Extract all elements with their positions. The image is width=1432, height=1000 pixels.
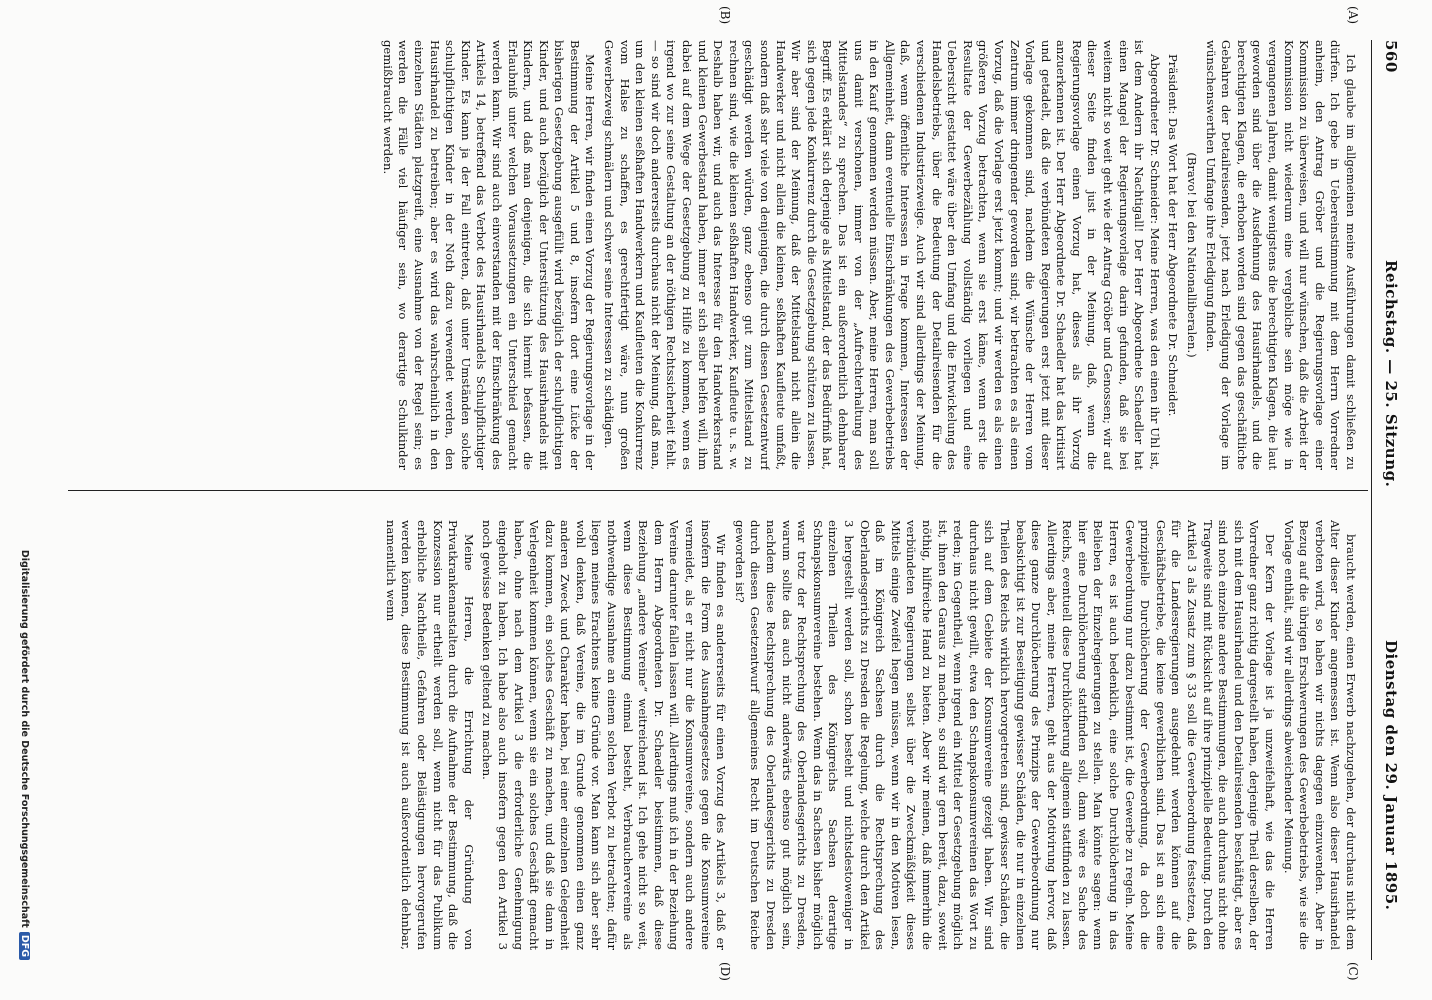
paragraph: Meine Herren, die Errichtung der Gründung von Privatkrankenanstalten durch die Aufnahme der Bestimmung, daß die Konzession nur ertheilt werden soll, wenn nicht für das Publikum erhebliche Nachtheile, Gefahren oder Belästigungen hervorgerufen werden können, diese Bestimmung ist auch außerordentlich dehnbar, namentlich wenn bbox=[383, 520, 476, 950]
paragraph: Präsident: Das Wort hat der Herr Abgeordnete Dr. Schneider. bbox=[1166, 54, 1181, 417]
paragraph: Meine Herren, wir finden einen Vorzug der Regierungsvorlage in der Bestimmung der Artikel 5 und 8, insofern dort eine Lücke der bisherigen Gesetzgebung ausgefüllt wird bezüglich der schulpflichtigen Kinder, und auch bezüglich der Unterstützung des Hausirhandels mit Kindern, und daß man denjenigen, die sich hiermit befassen, die Erlaubniß unter welchen Voraussetzungen ein Unterschied gemacht werden kann. Wir sind auch einverstanden mit der Einschränkung des Artikels 14, betreffend das Verbot des Hausirhandels Schulpflichtiger Kinder. Es kann ja der Fall eintreten, daß unter Umständen solche schulpflichtigen Kinder in der Noth dazu verwendet werden, den Hausirhandel zu betreiben; aber es wird das wahrscheinlich in den einzelnen Städten platzgreift, eine Ausnahme von der Regel sein; es werden die Fälle viel häufiger sein, wo derartige Schulkinder gemißbraucht werden. bbox=[380, 40, 598, 470]
dfg-logo: DFG bbox=[19, 932, 30, 960]
left-text-column bbox=[68, 40, 1358, 470]
paragraph: Ich glaube im allgemeinen meine Ausführungen damit schließen zu dürfen. Ich gebe in Uebereinstimmung mit dem Herrn Vorredner anheim, den Antrag Gröber und die Regierungsvorlage einer Kommission zu überweisen, und will nur wünschen, daß die Arbeit der Kommission nicht wiederum eine vergebliche sein möge wie in vergangenen Jahren, damit wenigstens die berechtigten Klagen, die laut geworden sind über die Ausdehnung des Hausirhandels, und die berechtigten Klagen, die erhoben worden sind gegen das geschäftliche Gebahren der Detailreisenden, jetzt nach Erledigung der Vorlage im wünschenswerthen Umfange ihre Erledigung finden. bbox=[1203, 40, 1358, 470]
page-header bbox=[1376, 40, 1400, 960]
session-date: Dienstag den 29. Januar 1895. bbox=[1382, 640, 1400, 911]
marker-c: (C) bbox=[1346, 962, 1360, 981]
digitization-credit bbox=[19, 40, 30, 960]
paragraph: Wir finden es andererseits für einen Vorzug des Artikels 3, daß er insofern die Form des Ausnahmegesetzes gegen die Konsumvereine vermeidet, als er nicht nur die Konsumvereine, sondern auch andere Vereine darunter fallen lassen will. Allerdings muß ich in der Beziehung dem Herrn Abgeordneten Dr. Schaedler beistimmen, daß diese Beziehung „andere Vereine“ weitreichend ist. Ich gehe nicht so weit, wenn diese Bestimmung einmal besteht, Verbrauchervereine als nothwendige Ausnahme an einem solchen Verbot zu betrachten; dafür liegen meines Erachtens keine Gründe vor. Man kann sich aber sehr wohl denken, daß Vereine, die im Grunde genommen einen ganz anderen Zweck und Charakter haben, bei einer einzelnen Gelegenheit dazu kommen, ein solches Geschäft zu machen, und daß sie dann in Verlegenheit kommen können, wenn sie ein solches Geschäft gemacht haben, ohne nach dem Artikel 3 die erforderliche Genehmigung eingeholt zu haben. Ich habe also auch insofern gegen den Artikel 3 noch gewisse Bedenken geltend zu machen. bbox=[480, 520, 729, 950]
page-number: 560 bbox=[1382, 40, 1400, 73]
marker-b: (B) bbox=[718, 6, 732, 25]
marker-a: (A) bbox=[1346, 6, 1360, 25]
marker-d: (D) bbox=[718, 962, 732, 981]
applause-note: (Bravo! bei den Nationalliberalen.) bbox=[1185, 152, 1200, 358]
credit-text: Digitalisierung gefördert durch die Deutsche Forschungsgemeinschaft bbox=[19, 549, 30, 928]
right-text-column bbox=[68, 520, 1358, 950]
column-divider bbox=[68, 490, 1368, 491]
paragraph: Abgeordneter Dr. Schneider: Meine Herren, was den einen ihr Uhl ist, ist dem Andern ihr Nachtigall! Der Herr Abgeordnete Schaedler hat einen Mangel der Regierungsvorlage darin gefunden, daß sie bei weitem nicht so weit geht wie der Antrag Gröber und Genossen; wir auf dieser Seite finden just in der Meinung, daß, wenn die Regierungsvorlage einen Vorzug hat, dieses als ihr Vorzug anzuerkennen ist. Der Herr Abgeordnete Dr. Schaedler hat das kritisirt und getadelt, daß die verbündeten Regierungen erst jetzt mit dieser Vorlage gekommen sind, nachdem die Wünsche der Herren vom Zentrum immer dringender geworden sind; wir betrachten es als einen Vorzug, daß die Vorlage erst jetzt kommt; und wir werden es als einen größeren Vorzug betrachten, wenn sie erst käme, wenn erst die Resultate der Gewerbezählung vollständig vorliegen und eine Uebersicht gestattet wäre über den Umfang und die Entwickelung des Handelsbetriebs, über die Bedeutung der Detailreisenden für die verschiedenen Industriezweige. Auch wir sind allerdings der Meinung, daß, wenn öffentliche Interessen in Frage kommen, Interessen der Allgemeinheit, dann eventuelle Einschränkungen des Gewerbebetriebs in den Kauf genommen werden müssen. Aber, meine Herren, man soll uns damit verschonen, immer von der „Aufrechterhaltung des Mittelstandes“ zu sprechen. Das ist ein außerordentlich dehnbarer Begriff. Es erklärt sich derjenige als Mittelstand, der das Bedürfniß hat, sich gegen jede Konkurrenz durch die Gesetzgebung schützen zu lassen. Wir aber sind der Meinung, daß der Mittelstand nicht allein die Handwerker und nicht allein die kleinen, seßhaften Kaufleute umfaßt, sondern daß sehr viele von denjenigen, die durch diesen Gesetzentwurf geschädigt werden würden, ganz ebenso gut zum Mittelstand zu rechnen sind, wie die kleinen seßhaften Handwerker, Kaufleute u. s. w. Deshalb haben wir, und auch das Interesse für den Handwerkerstand und kleinen Gewerbestand haben, immer er sich selber helfen will, ihm dabei auf dem Wege der Gesetzgebung zu Hilfe zu kommen, wenn es irgend wo zur seine Gestaltung an der nöthigen Rechtssicherheit fehlt. — so sind wir doch andererseits durchaus nicht der Meinung, daß man, um den kleinen seßhaften Handwerkern und Kaufleuten die Konkurrenz vom Halse zu schaffen, es gerechtfertigt wäre, nun großen Gewerbezweig schmälern und schwer seine Interessen zu schädigen. bbox=[602, 40, 1162, 470]
session-title: Reichstag. — 25. Sitzung. bbox=[1382, 260, 1400, 488]
header-rule bbox=[1371, 40, 1372, 960]
paragraph: Der Kern der Vorlage ist ja unzweifelhaft, wie das die Herren Vorredner ganz richtig dargestellt haben, derjenige Theil derselben, der sich mit dem Hausirhandel und den Detailreisenden beschäftigt, aber es sind noch einzelne andere Bestimmungen, die auch durchaus nicht ohne Tragweite sind mit Rücksicht auf ihre prinzipielle Bedeutung. Durch den Artikel 3 als Zusatz zum § 33 soll die Gewerbeordnung festsetzen, daß für die Landesregierungen ausgedehnt werden können auf die Geschäftsbetriebe, die keine gewerblichen sind. Das ist an sich eine prinzipielle Durchlöcherung der Gewerbeordnung, da doch die Gewerbeordnung nur dazu bestimmt ist, die Gewerbe zu regeln. Meine Herren, es ist auch bedenklich, eine solche Durchlöcherung in das Belieben der Einzelregierungen zu stellen. Man könnte sagen: wenn hier eine Durchlöcherung stattfinden soll, dann wäre es Sache des Reichs, eventuell diese Durchlöcherung allgemein stattfinden zu lassen. Allerdings aber, meine Herren, geht aus der Motivirung hervor, daß diese ganze Durchlöcherung des Prinzips der Gewerbeordnung nur beabsichtigt ist zur Beseitigung gewisser Schäden, die nur in einzelnen Theilen des Reichs wirklich hervorgetreten sind, gewisser Schäden, die sich auf dem Gebiete der Konsumvereine gezeigt haben. Wir sind durchaus nicht gewillt, etwa den Schnapskonsumvereinen das Wort zu reden; im Gegentheil, wenn irgend ein Mittel der Gesetzgebung möglich ist, ihnen den Garaus zu machen, so sind wir gern bereit, dazu, soweit nöthig, hilfreiche Hand zu bieten. Aber wir meinen, daß immerhin die verbündeten Regierungen selbst über die Zweckmäßigkeit dieses Mittels einige Zweifel hegen müssen, wenn wir in den Motiven lesen, daß im Königreich Sachsen durch die Rechtsprechung des Oberlandesgerichts zu Dresden die Regelung, welche durch den Artikel 3 hergestellt werden soll, schon besteht und nichtsdestoweniger in einzelnen Theilen des Königreichs Sachsen derartige Schnapskonsumvereine bestehen. Wenn das in Sachsen bisher möglich war trotz der Rechtsprechung des Oberlandesgerichts zu Dresden, warum sollte das auch nicht anderwärts ebenso gut möglich sein, nachdem diese Rechtsprechung des Oberlandesgerichts zu Dresden durch diesen Gesetzentwurf allgemeines Recht im Deutschen Reiche geworden ist? bbox=[732, 520, 1278, 950]
paragraph: braucht werden, einen Erwerb nachzugehen, der durchaus nicht dem Alter dieser Kinder angemessen ist. Wenn also dieser Hausirhandel verboten wird, so haben wir nichts dagegen einzuwenden. Aber in Bezug auf die übrigen Erschwerungen des Gewerbebetriebs, wie sie die Vorlage enthält, sind wir allerdings abweichender Meinung. bbox=[1281, 520, 1358, 950]
